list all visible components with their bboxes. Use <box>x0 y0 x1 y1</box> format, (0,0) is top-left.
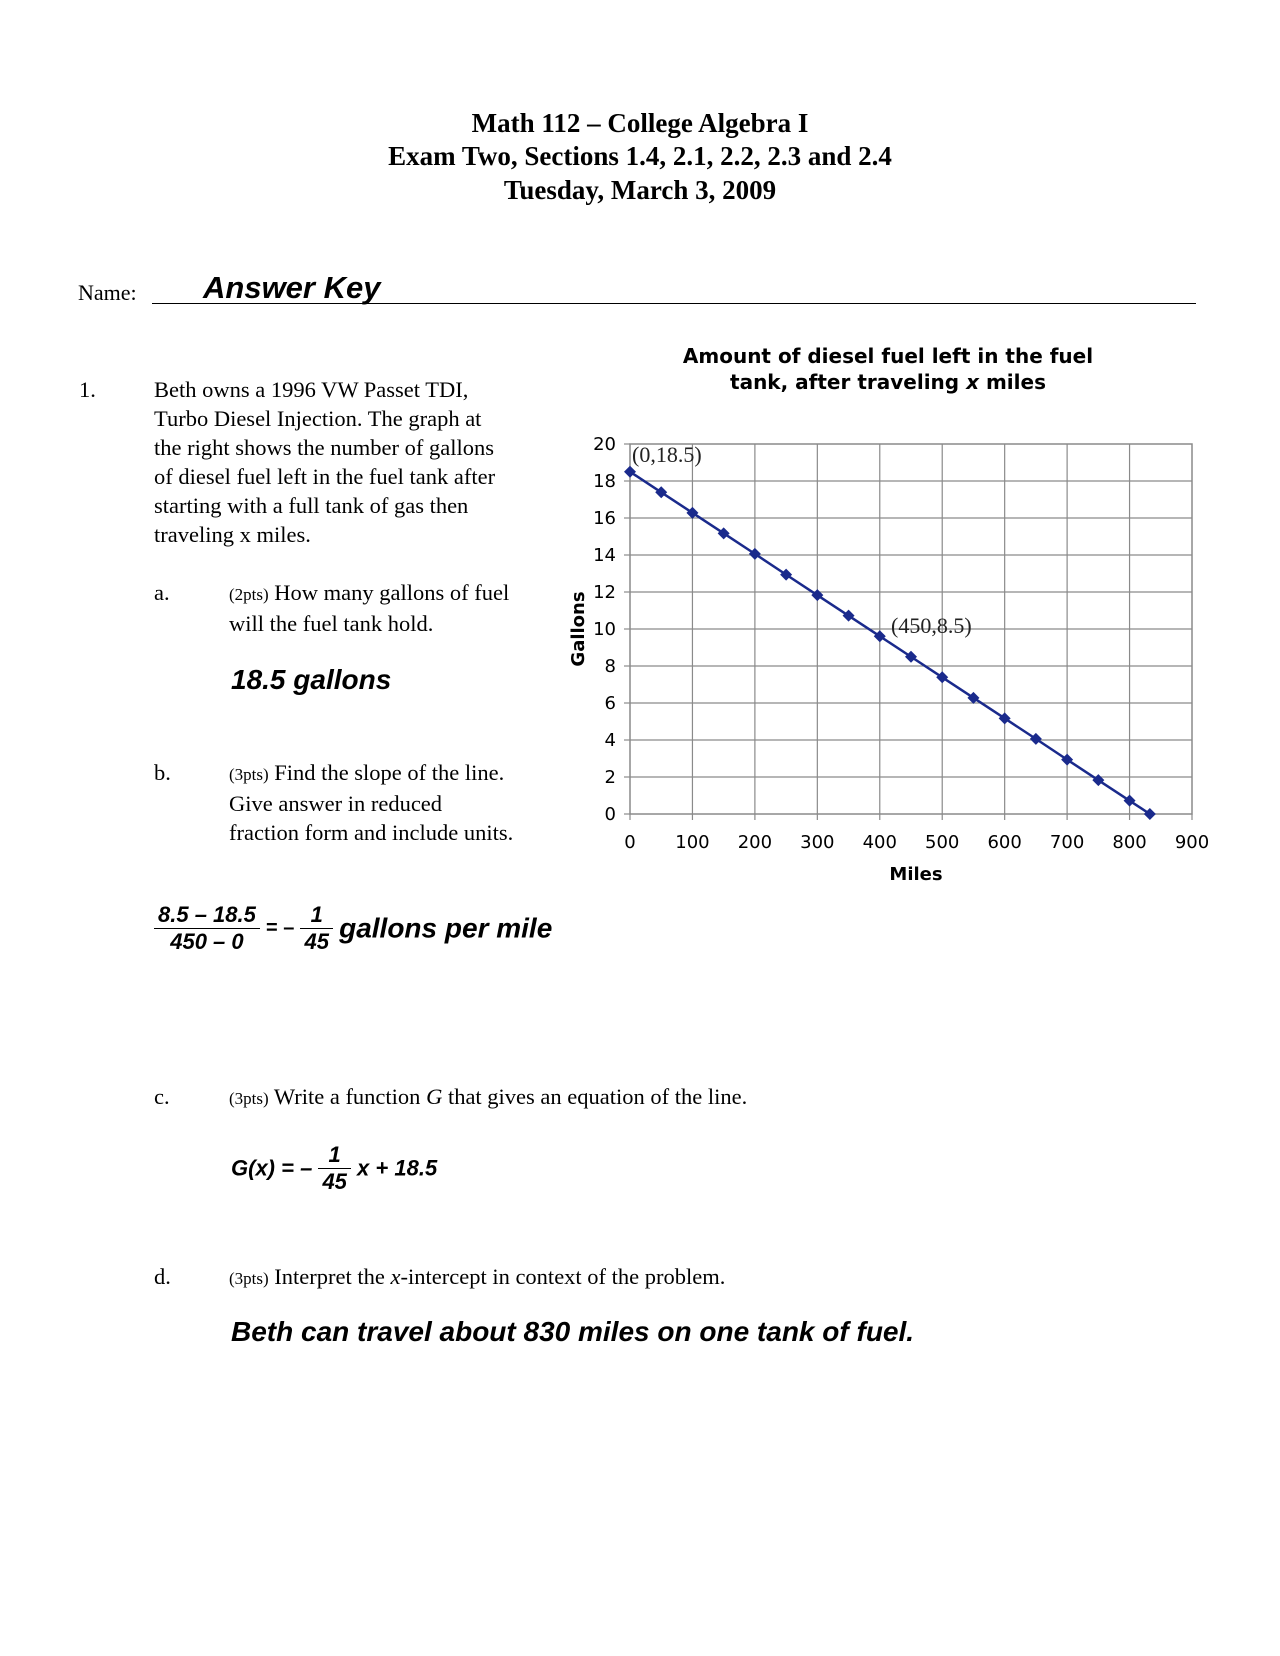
chart-title-line2-b: miles <box>978 370 1046 394</box>
slope-numerator: 8.5 – 18.5 <box>154 902 260 929</box>
y-tick-label: 4 <box>604 730 616 751</box>
problem-text-line: traveling x miles. <box>154 522 311 547</box>
slope-units: gallons per mile <box>339 912 553 944</box>
y-tick-label: 14 <box>593 545 616 566</box>
name-label: Name: <box>78 280 137 305</box>
x-tick-label: 900 <box>1174 832 1210 853</box>
part-c-text-before: Write a function <box>273 1084 427 1109</box>
part-a-points: (2pts) <box>229 585 269 604</box>
y-tick-label: 0 <box>604 804 616 825</box>
part-b-line3: fraction form and include units. <box>229 820 514 845</box>
slope-equals: = – <box>266 917 295 939</box>
exam-subtitle: Exam Two, Sections 1.4, 2.1, 2.2, 2.3 and 2.4 <box>388 141 892 171</box>
name-answer: Answer Key <box>203 270 381 305</box>
part-c-function-name: G <box>426 1084 443 1109</box>
slope-result-numerator: 1 <box>300 902 332 929</box>
part-b-line2: Give answer in reduced <box>229 791 443 816</box>
y-tick-label: 8 <box>604 656 616 677</box>
chart-title-line2-var: x <box>966 370 979 394</box>
axes <box>593 434 1209 853</box>
problem-text-line: Turbo Diesel Injection. The graph at <box>154 406 482 431</box>
chart-title-line1: Amount of diesel fuel left in the fuel <box>682 344 1094 368</box>
part-b-line1: Find the slope of the line. <box>274 760 505 785</box>
x-tick-label: 600 <box>987 832 1022 853</box>
x-tick-label: 300 <box>800 832 835 853</box>
part-c-points: (3pts) <box>229 1089 269 1108</box>
slope-denominator: 450 – 0 <box>170 929 244 954</box>
x-tick-label: 400 <box>862 832 897 853</box>
data-series <box>624 466 1156 820</box>
problem-text-line: of diesel fuel left in the fuel tank after <box>154 464 496 489</box>
annotations <box>632 442 972 638</box>
part-b-letter: b. <box>154 760 171 785</box>
part-d-letter: d. <box>154 1264 171 1289</box>
exam-title: Math 112 – College Algebra I <box>471 108 809 138</box>
x-tick-label: 100 <box>675 832 710 853</box>
y-tick-label: 6 <box>604 693 616 714</box>
problem-number: 1. <box>79 377 96 402</box>
function-lhs: G(x) = – <box>231 1155 313 1181</box>
part-a-letter: a. <box>154 580 170 605</box>
part-a-answer: 18.5 gallons <box>231 664 392 695</box>
y-tick-label: 20 <box>593 434 616 455</box>
part-c-letter: c. <box>154 1084 170 1109</box>
problem-text-line: starting with a full tank of gas then <box>154 493 469 518</box>
y-tick-label: 18 <box>593 471 616 492</box>
exam-date: Tuesday, March 3, 2009 <box>503 175 777 205</box>
part-d-answer: Beth can travel about 830 miles on one tank of fuel. <box>231 1316 915 1347</box>
slope-result-denominator: 45 <box>304 929 329 954</box>
part-c-text-after: that gives an equation of the line. <box>442 1084 748 1109</box>
x-tick-label: 0 <box>624 832 636 853</box>
part-a-line2: will the fuel tank hold. <box>229 611 434 636</box>
series-line <box>630 472 1150 814</box>
y-tick-label: 10 <box>593 619 616 640</box>
part-b-points: (3pts) <box>229 765 269 784</box>
part-d-text-after: -intercept in context of the problem. <box>400 1264 726 1289</box>
x-tick-label: 200 <box>737 832 773 853</box>
y-tick-label: 12 <box>593 582 616 603</box>
part-d-points: (3pts) <box>229 1269 269 1288</box>
part-d-text-before: Interpret the <box>274 1264 391 1289</box>
x-tick-label: 500 <box>925 832 960 853</box>
part-d-variable: x <box>390 1264 401 1289</box>
problem-text-line: Beth owns a 1996 VW Passet TDI, <box>154 377 469 402</box>
point-annotation: (0,18.5) <box>632 441 702 467</box>
part-a-line1: How many gallons of fuel <box>274 580 510 605</box>
x-axis-label: Miles <box>889 864 943 885</box>
x-tick-label: 800 <box>1112 832 1147 853</box>
function-coefficient-numerator: 1 <box>318 1142 350 1169</box>
y-axis-label: Gallons <box>568 591 589 667</box>
x-tick-label: 700 <box>1049 832 1085 853</box>
y-tick-label: 2 <box>604 767 616 788</box>
point-annotation: (450,8.5) <box>891 612 972 638</box>
function-coefficient-denominator: 45 <box>322 1169 347 1194</box>
chart-title-line2-a: tank, after traveling <box>730 370 967 394</box>
problem-text-line: the right shows the number of gallons <box>154 435 494 460</box>
function-rhs: x + 18.5 <box>357 1155 438 1181</box>
chart-title-line2 <box>730 370 1046 394</box>
y-tick-label: 16 <box>593 508 616 529</box>
